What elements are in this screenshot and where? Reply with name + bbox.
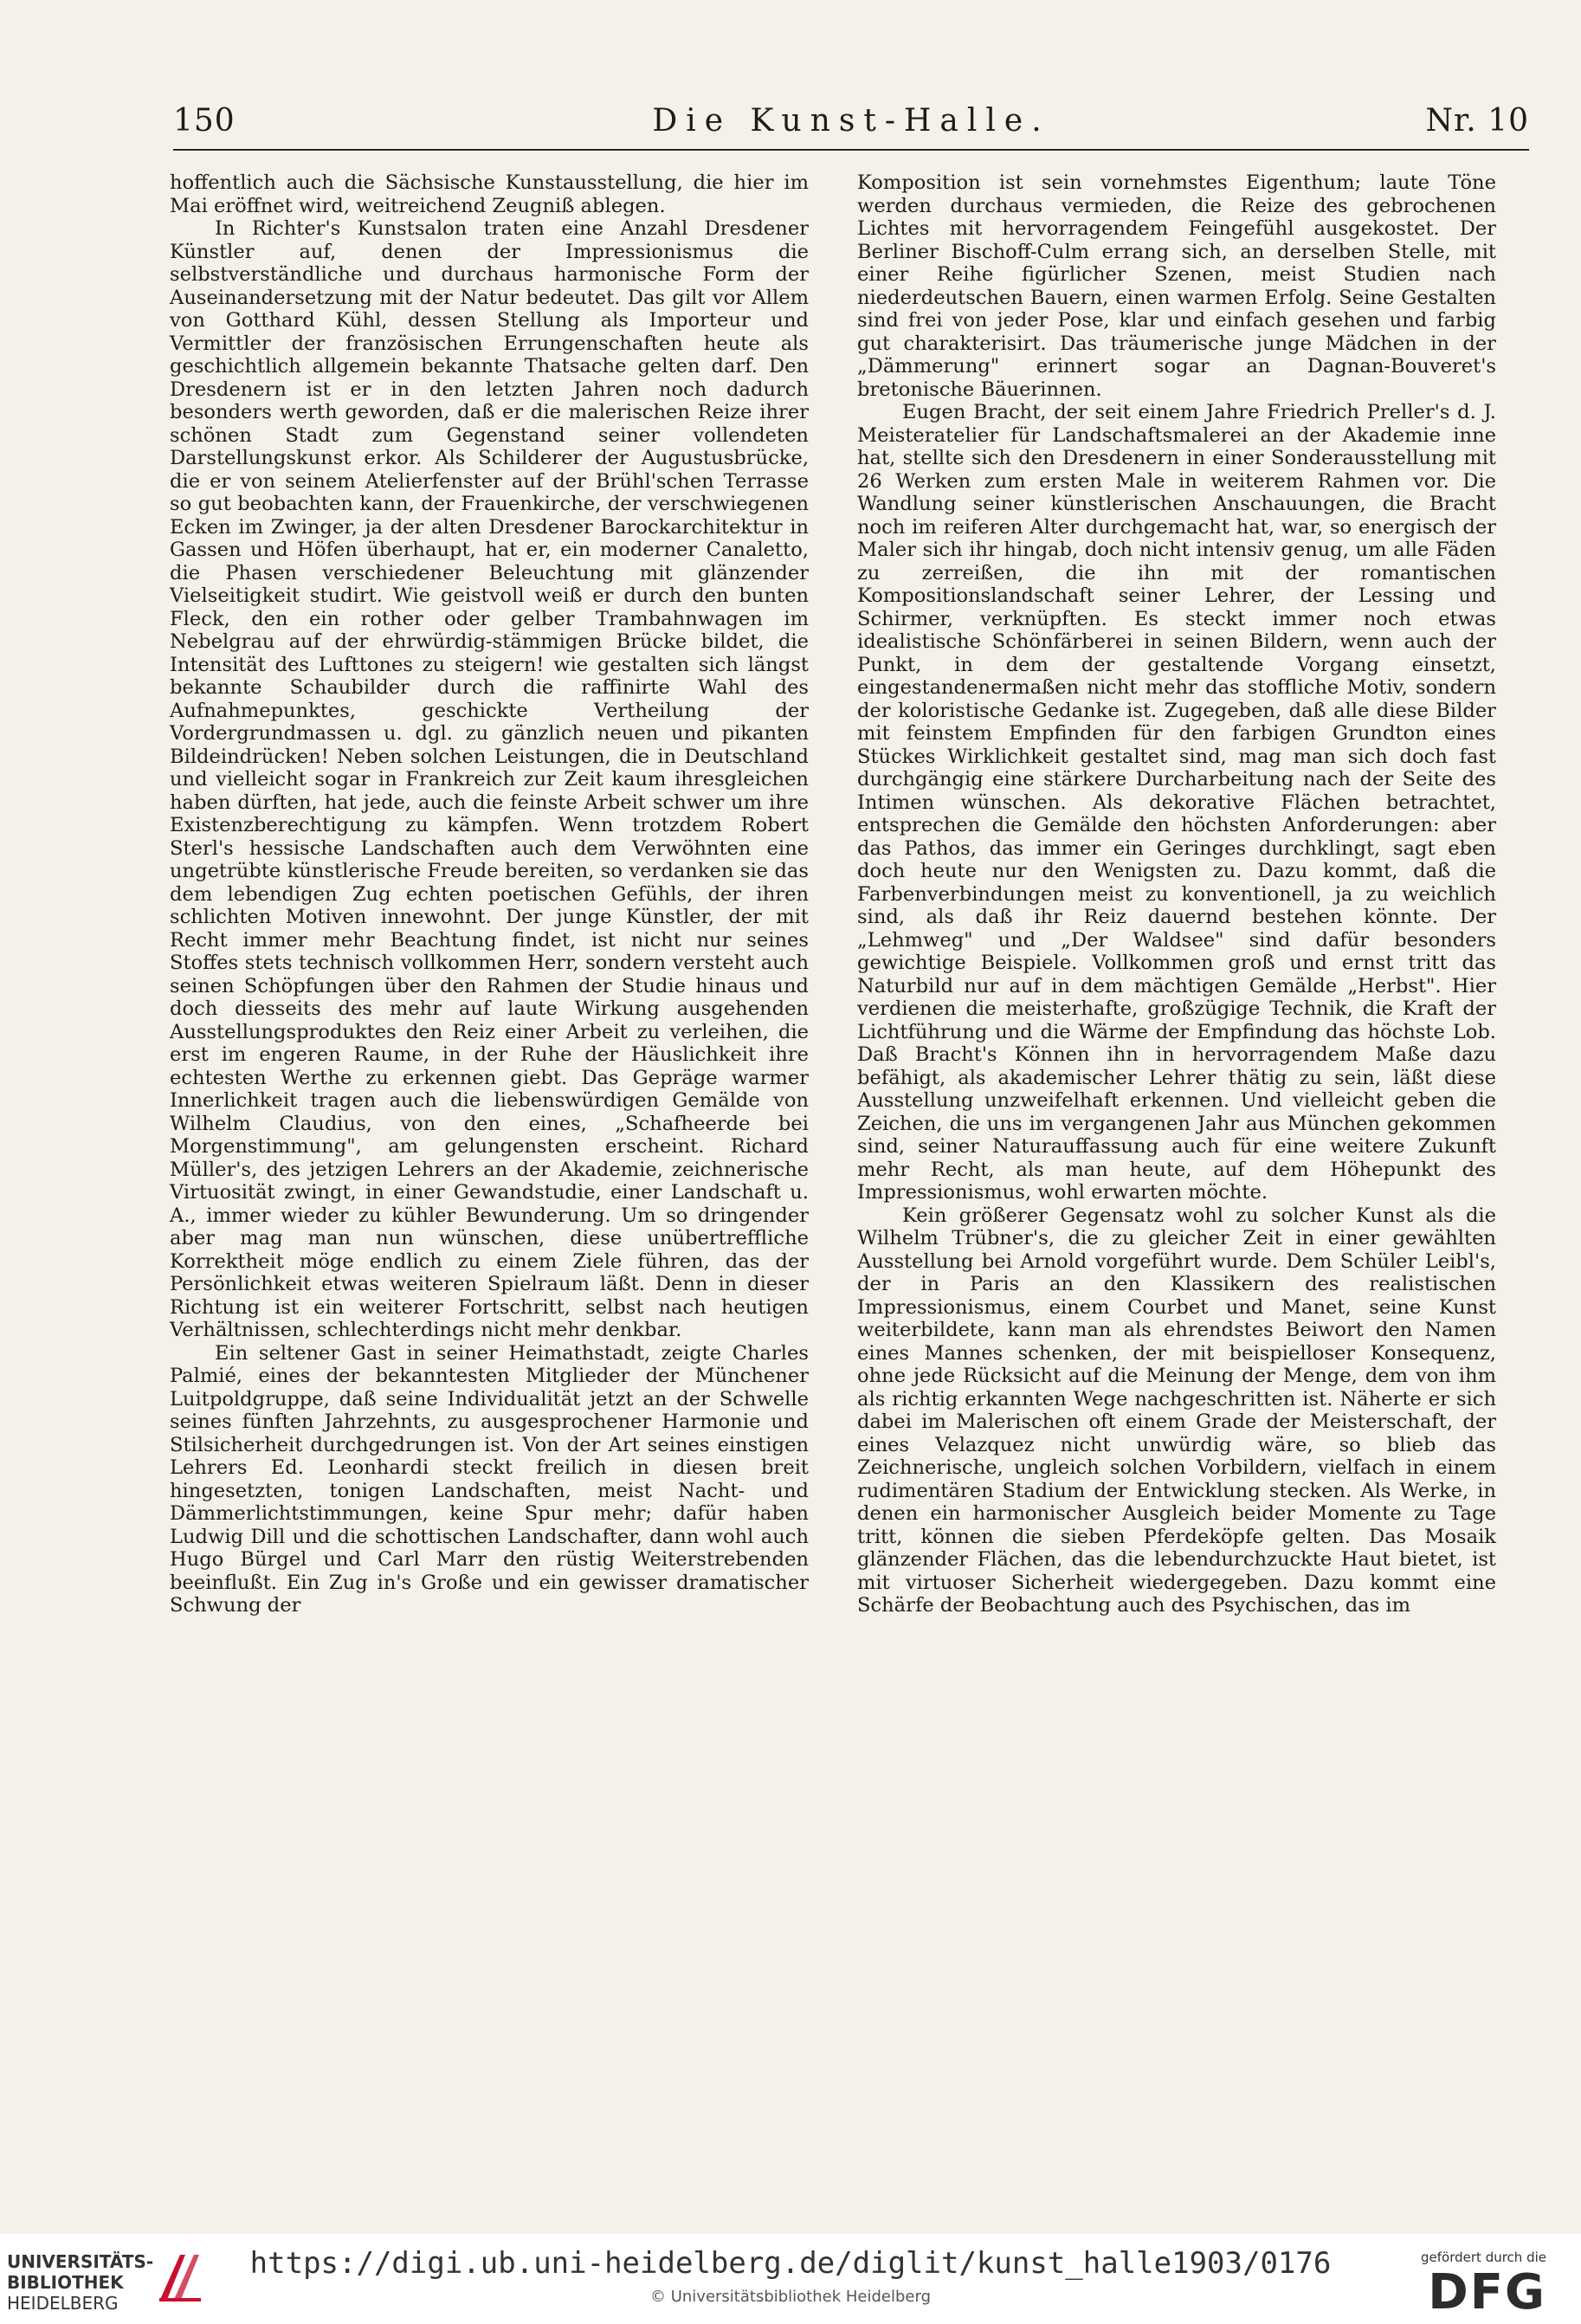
dfg-logo[interactable]: DFG: [1428, 2264, 1546, 2321]
running-title: Die Kunst-Halle.: [652, 103, 1050, 139]
page-number: 150: [173, 103, 236, 139]
funding-caption: gefördert durch die: [1421, 2250, 1546, 2265]
library-name-line: UNIVERSITÄTS-: [7, 2251, 154, 2272]
right-column: [857, 171, 1496, 1617]
issue-number: Nr. 10: [1425, 103, 1529, 139]
header-rule: [173, 149, 1529, 151]
paragraph: Kein größerer Gegensatz wohl zu solcher Kunst als die Wilhelm Trübner's, die zu gleicher Zeit in einer gewählten Ausstellung bei Arnold vorgeführt wurde. Dem Schüler Leibl's, der in Paris an den Klassikern des realistischen Impressionismus, einem Courbet und Manet, seine Kunst weiterbildete, kann man als ehrendstes Beiwort den Namen eines Mannes schenken, der mit beispielloser Konsequenz, ohne jede Rücksicht auf die Meinung der Menge, dem von ihm als richtig erkannten Wege nachgeschritten ist. Näherte er sich dabei im Malerischen oft einem Grade der Meisterschaft, der eines Velazquez nicht unwürdig wäre, so blieb das Zeichnerische, ungleich solchen Vorbildern, vielfach in einem rudimentären Stadium der Entwicklung stecken. Als Werke, in denen ein harmonischer Ausgleich beider Momente zu Tage tritt, können die sieben Pferdeköpfe gelten. Das Mosaik glänzender Flächen, das die lebendurchzuckte Haut bietet, ist mit virtuoser Sicherheit wiedergegeben. Dazu kommt eine Schärfe der Beobachtung auch des Psychischen, das im: [857, 1204, 1496, 1617]
left-column: [170, 171, 809, 1617]
library-name-line: BIBLIOTHEK: [7, 2272, 124, 2293]
library-city: HEIDELBERG: [7, 2293, 119, 2314]
paragraph: Ein seltener Gast in seiner Heimathstadt, zeigte Charles Palmié, eines der bekanntesten Mitglieder der Münchener Luitpoldgruppe, daß seine Individualität jetzt an der Schwelle seines fünften Jahrzehnts, zu ausgesprochener Harmonie und Stilsicherheit durchgedrungen ist. Von der Art seines einstigen Lehrers Ed. Leonhardi steckt freilich in diesen breit hingesetzten, tonigen Landschaften, meist Nacht- und Dämmerlichtstimmungen, keine Spur mehr; dafür haben Ludwig Dill und die schottischen Landschafter, dann wohl auch Hugo Bürgel und Carl Marr den rüstig Weiterstrebenden beeinflußt. Ein Zug in's Große und ein gewisser dramatischer Schwung der: [170, 1341, 809, 1617]
paragraph: In Richter's Kunstsalon traten eine Anzahl Dresdener Künstler auf, denen der Impressionismus die selbstverständliche und durchaus harmonische Form der Auseinandersetzung mit der Natur bedeutet. Das gilt vor Allem von Gotthard Kühl, dessen Stellung als Importeur und Vermittler der französischen Errungenschaften heute als geschichtlich allgemein bekannte Thatsache gelten darf. Den Dresdenern ist er in den letzten Jahren noch dadurch besonders werth geworden, daß er die malerischen Reize ihrer schönen Stadt zum Gegenstand seiner vollendeten Darstellungskunst erkor. Als Schilderer der Augustusbrücke, die er von seinem Atelierfenster auf der Brühl'schen Terrasse so gut beobachten kann, der Frauenkirche, der verschwiegenen Ecken im Zwinger, ja der alten Dresdener Barockarchitektur in Gassen und Höfen überhaupt, hat er, ein moderner Canaletto, die Phasen verschiedener Beleuchtung mit glänzender Vielseitigkeit studirt. Wie geistvoll weiß er durch den bunten Fleck, den ein rother oder gelber Trambahnwagen im Nebelgrau auf der ehrwürdig-stämmigen Brücke bildet, die Intensität des Lufttones zu steigern! wie gestalten sich längst bekannte Schaubilder durch die raffinirte Wahl des Aufnahmepunktes, geschickte Vertheilung der Vordergrundmassen u. dgl. zu gänzlich neuen und pikanten Bildeindrücken! Neben solchen Leistungen, die in Deutschland und vielleicht sogar in Frankreich zur Zeit kaum ihresgleichen haben dürften, hat jede, auch die feinste Arbeit schwer um ihre Existenzberechtigung zu kämpfen. Wenn trotzdem Robert Sterl's hessische Landschaften auch dem Verwöhnten eine ungetrübte künstlerische Freude bereiten, so verdanken sie das dem lebendigen Zug echten poetischen Gefühls, der ihren schlichten Motiven innewohnt. Der junge Künstler, der mit Recht immer mehr Beachtung findet, ist nicht nur seines Stoffes stets technisch vollkommen Herr, sondern versteht auch seinen Schöpfungen über den Rahmen der Studie hinaus und doch diesseits des mehr auf laute Wirkung ausgehenden Ausstellungsproduktes den Reiz einer Arbeit zu verleihen, die erst im engeren Raume, in der Ruhe der Häuslichkeit ihre echtesten Werthe zu erkennen giebt. Das Gepräge warmer Innerlichkeit tragen auch die liebenswürdigen Gemälde von Wilhelm Claudius, von den eines, „Schafheerde bei Morgenstimmung", am gelungensten erscheint. Richard Müller's, des jetzigen Lehrers an der Akademie, zeichnerische Virtuosität zwingt, in einer Gewandstudie, einer Landschaft u. A., immer wieder zu kühler Bewunderung. Um so dringender aber mag man nun wünschen, diese unübertreffliche Korrektheit möge endlich zu einem Ziele führen, das der Persönlichkeit etwas weiteren Spielraum läßt. Denn in dieser Richtung ist ein weiterer Fortschritt, selbst nach heutigen Verhältnissen, schlechterdings nicht mehr denkbar.: [170, 217, 809, 1341]
paragraph: Eugen Bracht, der seit einem Jahre Friedrich Preller's d. J. Meisteratelier für Landschaftsmalerei an der Akademie inne hat, stellte sich den Dresdenern in einer Sonderausstellung mit 26 Werken zum ersten Male in weiterem Rahmen vor. Die Wandlung seiner künstlerischen Anschauungen, die Bracht noch im reiferen Alter durchgemacht hat, war, so energisch der Maler sich ihr hingab, doch nicht intensiv genug, um alle Fäden zu zerreißen, die ihn mit der romantischen Kompositionslandschaft seiner Lehrer, der Lessing und Schirmer, verknüpften. Es steckt immer noch etwas idealistische Schönfärberei in seinen Bildern, wenn auch der Punkt, in dem der gestaltende Vorgang einsetzt, eingestandenermaßen nicht mehr das stoffliche Motiv, sondern der koloristische Gedanke ist. Zugegeben, daß alle diese Bilder mit feinstem Empfinden für den farbigen Grundton eines Stückes Wirklichkeit gestaltet sind, mag man sich doch fast durchgängig eine stärkere Durcharbeitung nach der Seite des Intimen wünschen. Als dekorative Flächen betrachtet, entsprechen die Gemälde den höchsten Anforderungen: aber das Pathos, das immer ein Geringes durchklingt, sagt eben doch heute nur den Wenigsten zu. Dazu kommt, daß die Farbenverbindungen meist zu konventionell, ja zu weichlich sind, als daß ihr Reiz dauernd bestehen könnte. Der „Lehmweg" und „Der Waldsee" sind dafür besonders gewichtige Beispiele. Vollkommen groß und ernst tritt das Naturbild nur auf in dem mächtigen Gemälde „Herbst". Hier verdienen die meisterhafte, großzügige Technik, die Kraft der Lichtführung und die Wärme der Empfindung das höchste Lob. Daß Bracht's Können ihn in hervorragendem Maße dazu befähigt, als akademischer Lehrer thätig zu sein, läßt diese Ausstellung unzweifelhaft erkennen. Und vielleicht geben die Zeichen, die uns im vergangenen Jahr aus München gekommen sind, seiner Naturauffassung auch für eine weitere Zukunft mehr Recht, als man heute, auf dem Höhepunkt des Impressionismus, wohl erwarten möchte.: [857, 401, 1496, 1204]
paragraph: hoffentlich auch die Sächsische Kunstausstellung, die hier im Mai eröffnet wird, weitreichend Zeugniß ablegen.: [170, 171, 809, 217]
copyright-notice: © Universitätsbibliothek Heidelberg: [649, 2288, 931, 2306]
viewer-footer: [0, 2234, 1581, 2324]
page-header: [173, 102, 1529, 154]
permalink-url[interactable]: https://digi.ub.uni-heidelberg.de/diglit/kunst_halle1903/0176: [249, 2246, 1332, 2281]
paragraph: Komposition ist sein vornehmstes Eigenthum; laute Töne werden durchaus vermieden, die Reize des gebrochenen Lichtes mit hervorragendem Feingefühl ausgekostet. Der Berliner Bischoff-Culm errang sich, an derselben Stelle, mit einer Reihe figürlicher Szenen, meist Studien nach niederdeutschen Bauern, einen warmen Erfolg. Seine Gestalten sind frei von jeder Pose, klar und einfach gesehen und farbig gut charakterisirt. Das träumerische junge Mädchen in der „Dämmerung" erinnert sogar an Dagnan-Bouveret's bretonische Bäuerinnen.: [857, 171, 1496, 401]
